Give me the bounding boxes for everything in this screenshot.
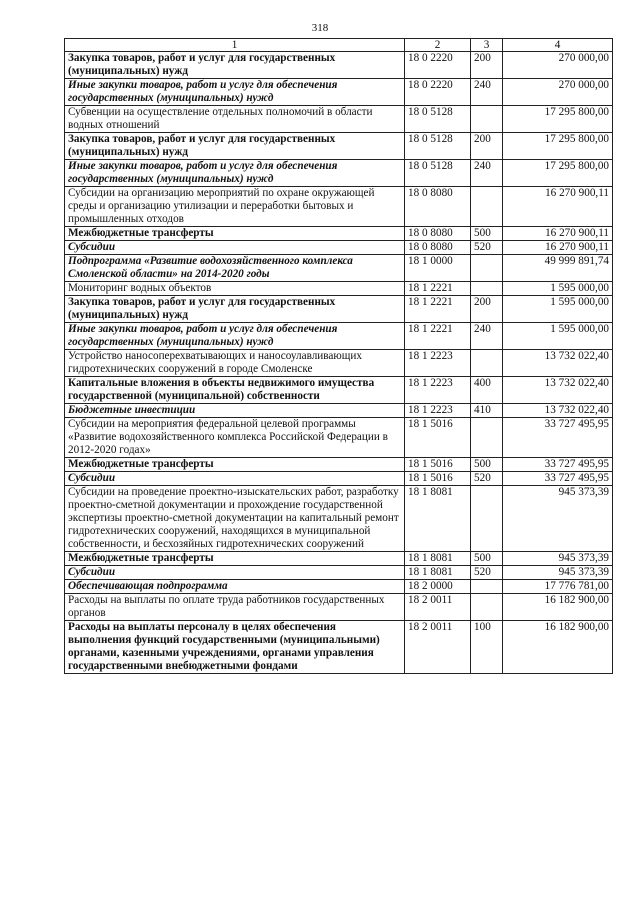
row-type-cell: 500 — [471, 227, 503, 241]
row-sum-cell: 17 776 781,00 — [503, 580, 613, 594]
row-code-cell: 18 1 2221 — [405, 282, 471, 296]
row-type-cell — [471, 418, 503, 458]
row-name-cell: Закупка товаров, работ и услуг для государственных (муниципальных) нужд — [65, 133, 405, 160]
row-code-cell: 18 0 8080 — [405, 187, 471, 227]
table-row — [65, 160, 613, 187]
row-type-cell: 520 — [471, 472, 503, 486]
column-header-code: 2 — [405, 39, 471, 52]
table-row — [65, 404, 613, 418]
row-type-cell: 520 — [471, 241, 503, 255]
row-name-cell: Субсидии — [65, 472, 405, 486]
row-type-cell — [471, 106, 503, 133]
row-name-cell: Капитальные вложения в объекты недвижимого имущества государственной (муниципальной) собственности — [65, 377, 405, 404]
row-code-cell: 18 1 5016 — [405, 458, 471, 472]
row-type-cell: 500 — [471, 458, 503, 472]
row-sum-cell: 1 595 000,00 — [503, 282, 613, 296]
row-type-cell — [471, 594, 503, 621]
table-row — [65, 580, 613, 594]
row-code-cell: 18 1 0000 — [405, 255, 471, 282]
row-sum-cell: 13 732 022,40 — [503, 350, 613, 377]
row-type-cell: 520 — [471, 566, 503, 580]
row-code-cell: 18 1 8081 — [405, 486, 471, 552]
row-sum-cell: 945 373,39 — [503, 552, 613, 566]
table-row — [65, 133, 613, 160]
row-code-cell: 18 0 5128 — [405, 106, 471, 133]
row-sum-cell: 17 295 800,00 — [503, 106, 613, 133]
table-row — [65, 458, 613, 472]
row-name-cell: Устройство наносоперехватывающих и наносоулавливающих гидротехнических сооружений в городе Смоленске — [65, 350, 405, 377]
row-code-cell: 18 2 0011 — [405, 621, 471, 674]
row-code-cell: 18 2 0000 — [405, 580, 471, 594]
row-type-cell: 200 — [471, 296, 503, 323]
table-row — [65, 621, 613, 674]
row-name-cell: Субсидии на мероприятия федеральной целевой программы «Развитие водохозяйственного комплекса Российской Федерации в 2012-2020 годах» — [65, 418, 405, 458]
row-name-cell: Подпрограмма «Развитие водохозяйственного комплекса Смоленской области» на 2014-2020 годы — [65, 255, 405, 282]
table-row — [65, 594, 613, 621]
table-row — [65, 377, 613, 404]
page-number: 318 — [311, 22, 329, 34]
row-sum-cell: 16 270 900,11 — [503, 241, 613, 255]
row-code-cell: 18 1 2223 — [405, 404, 471, 418]
row-name-cell: Расходы на выплаты по оплате труда работников государственных органов — [65, 594, 405, 621]
row-code-cell: 18 0 2220 — [405, 79, 471, 106]
column-header-sum: 4 — [503, 39, 613, 52]
row-type-cell: 240 — [471, 79, 503, 106]
row-sum-cell: 16 270 900,11 — [503, 227, 613, 241]
row-type-cell — [471, 486, 503, 552]
row-type-cell: 400 — [471, 377, 503, 404]
row-name-cell: Обеспечивающая подпрограмма — [65, 580, 405, 594]
table-row — [65, 255, 613, 282]
row-sum-cell: 945 373,39 — [503, 486, 613, 552]
row-name-cell: Закупка товаров, работ и услуг для государственных (муниципальных) нужд — [65, 52, 405, 79]
row-sum-cell: 16 182 900,00 — [503, 621, 613, 674]
row-sum-cell: 13 732 022,40 — [503, 377, 613, 404]
row-type-cell: 240 — [471, 160, 503, 187]
row-code-cell: 18 2 0011 — [405, 594, 471, 621]
table-row — [65, 472, 613, 486]
row-name-cell: Субсидии — [65, 566, 405, 580]
table-row — [65, 227, 613, 241]
row-name-cell: Межбюджетные трансферты — [65, 458, 405, 472]
row-name-cell: Субсидии на организацию мероприятий по охране окружающей среды и организацию утилизации и переработки бытовых и промышленных отходов — [65, 187, 405, 227]
row-type-cell: 410 — [471, 404, 503, 418]
table-row — [65, 187, 613, 227]
row-sum-cell: 33 727 495,95 — [503, 458, 613, 472]
row-code-cell: 18 1 2221 — [405, 323, 471, 350]
row-sum-cell: 33 727 495,95 — [503, 418, 613, 458]
row-code-cell: 18 1 5016 — [405, 472, 471, 486]
row-code-cell: 18 0 8080 — [405, 227, 471, 241]
row-name-cell: Иные закупки товаров, работ и услуг для обеспечения государственных (муниципальных) нужд — [65, 160, 405, 187]
row-code-cell: 18 0 8080 — [405, 241, 471, 255]
row-name-cell: Иные закупки товаров, работ и услуг для обеспечения государственных (муниципальных) нужд — [65, 79, 405, 106]
row-name-cell: Межбюджетные трансферты — [65, 552, 405, 566]
table-row — [65, 552, 613, 566]
row-type-cell: 200 — [471, 52, 503, 79]
row-sum-cell: 49 999 891,74 — [503, 255, 613, 282]
row-type-cell: 240 — [471, 323, 503, 350]
row-sum-cell: 16 270 900,11 — [503, 187, 613, 227]
row-type-cell — [471, 255, 503, 282]
row-type-cell: 100 — [471, 621, 503, 674]
column-header-name: 1 — [65, 39, 405, 52]
row-name-cell: Субсидии на проведение проектно-изыскательских работ, разработку проектно-сметной документации и прохождение государственной экспертизы проектно-сметной документации на капитальный ремонт гидротехнических сооружений, находящихся в муниципальной собственности, и бесхозяйных гидротехнических сооружений — [65, 486, 405, 552]
row-code-cell: 18 1 2223 — [405, 377, 471, 404]
row-sum-cell: 17 295 800,00 — [503, 160, 613, 187]
row-sum-cell: 1 595 000,00 — [503, 296, 613, 323]
row-name-cell: Субвенции на осуществление отдельных полномочий в области водных отношений — [65, 106, 405, 133]
row-name-cell: Расходы на выплаты персоналу в целях обеспечения выполнения функций государственными (муниципальными) органами, казенными учреждениями, органами управления государственными внебюджетными фондами — [65, 621, 405, 674]
row-code-cell: 18 0 2220 — [405, 52, 471, 79]
row-name-cell: Иные закупки товаров, работ и услуг для обеспечения государственных (муниципальных) нужд — [65, 323, 405, 350]
table-row — [65, 418, 613, 458]
table-row — [65, 52, 613, 79]
row-sum-cell: 33 727 495,95 — [503, 472, 613, 486]
row-type-cell: 200 — [471, 133, 503, 160]
row-code-cell: 18 1 5016 — [405, 418, 471, 458]
row-name-cell: Мониторинг водных объектов — [65, 282, 405, 296]
table-row — [65, 106, 613, 133]
table-row — [65, 296, 613, 323]
budget-table — [64, 38, 613, 674]
row-type-cell — [471, 282, 503, 296]
row-name-cell: Бюджетные инвестиции — [65, 404, 405, 418]
row-code-cell: 18 0 5128 — [405, 160, 471, 187]
row-name-cell: Закупка товаров, работ и услуг для государственных (муниципальных) нужд — [65, 296, 405, 323]
row-code-cell: 18 1 2223 — [405, 350, 471, 377]
row-sum-cell: 1 595 000,00 — [503, 323, 613, 350]
row-sum-cell: 17 295 800,00 — [503, 133, 613, 160]
row-code-cell: 18 1 8081 — [405, 566, 471, 580]
row-code-cell: 18 1 2221 — [405, 296, 471, 323]
row-name-cell: Межбюджетные трансферты — [65, 227, 405, 241]
row-sum-cell: 16 182 900,00 — [503, 594, 613, 621]
table-row — [65, 566, 613, 580]
table-row — [65, 241, 613, 255]
table-header-row — [65, 39, 613, 52]
row-name-cell: Субсидии — [65, 241, 405, 255]
row-code-cell: 18 1 8081 — [405, 552, 471, 566]
row-type-cell — [471, 580, 503, 594]
row-type-cell — [471, 187, 503, 227]
row-code-cell: 18 0 5128 — [405, 133, 471, 160]
table-row — [65, 79, 613, 106]
table-row — [65, 486, 613, 552]
row-sum-cell: 270 000,00 — [503, 52, 613, 79]
row-sum-cell: 270 000,00 — [503, 79, 613, 106]
table-row — [65, 350, 613, 377]
table-row — [65, 282, 613, 296]
column-header-type: 3 — [471, 39, 503, 52]
row-sum-cell: 13 732 022,40 — [503, 404, 613, 418]
row-type-cell: 500 — [471, 552, 503, 566]
row-type-cell — [471, 350, 503, 377]
table-row — [65, 323, 613, 350]
row-sum-cell: 945 373,39 — [503, 566, 613, 580]
